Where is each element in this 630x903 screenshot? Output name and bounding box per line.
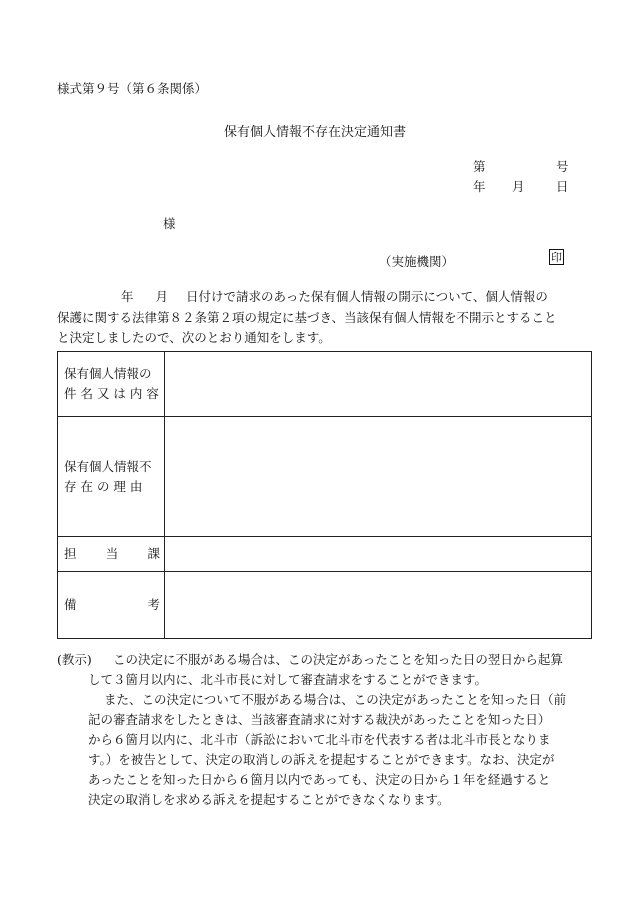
addressee-honorific: 様 <box>163 216 176 231</box>
subject-label-line-2: 件 名 又 は 内 容 <box>64 386 159 401</box>
remarks-label-cell <box>58 572 165 639</box>
instruction-line-7: あったことを知った日から６箇月以内であっても、決定の日から１年を経過すると <box>88 772 551 787</box>
body-line-3: と決定しましたので、次のとおり通知をします。 <box>57 330 331 345</box>
instruction-line-5: から６箇月以内に、北斗市（訴訟において北斗市を代表する者は北斗市長となりま <box>88 732 551 747</box>
remarks-value-cell <box>164 572 591 639</box>
body-paragraph <box>57 287 591 349</box>
remarks-label-char-1: 備 <box>64 597 77 612</box>
document-number-suffix: 号 <box>556 159 569 174</box>
document-title: 保有個人情報不存在決定通知書 <box>223 125 406 140</box>
body-line-1 <box>57 287 591 308</box>
instruction-line-8: 決定の取消しを求める訴えを提起することができなくなります。 <box>88 792 450 807</box>
department-value-cell <box>164 537 591 572</box>
subject-label-line-1: 保有個人情報の <box>64 366 152 381</box>
instruction-label: (教示) <box>57 652 92 667</box>
issuing-agency-label: （実施機関） <box>379 254 455 269</box>
department-label-char-2: 当 <box>105 546 119 561</box>
department-label-char-3: 課 <box>147 546 160 561</box>
body-month-label: 月 <box>155 289 169 304</box>
instruction-line-4: 記の審査請求をしたときは、当該審査請求に対する裁決があったことを知った日） <box>88 712 551 727</box>
remarks-label-char-2: 考 <box>147 597 160 612</box>
body-line-2: 保護に関する法律第８２条第２項の規定に基づき、当該保有個人情報を不開示とすること <box>57 309 557 325</box>
instruction-line-3: また、この決定について不服がある場合は、この決定があったことを知った日（前 <box>104 692 567 707</box>
table-row <box>58 352 592 417</box>
reason-value-cell <box>164 417 591 537</box>
department-label-cell <box>58 537 165 572</box>
table-row <box>58 537 592 572</box>
reason-label-cell <box>58 417 165 537</box>
date-day-label: 日 <box>556 179 569 194</box>
reason-label-line-1: 保有個人情報不 <box>64 458 152 474</box>
form-number-label: 様式第９号（第６条関係） <box>57 81 208 96</box>
seal-mark: 印 <box>551 251 562 264</box>
subject-label-cell <box>58 352 165 417</box>
instruction-line-2: して３箇月以内に、北斗市長に対して審査請求をすることができます。 <box>88 672 488 687</box>
instruction-line-6: す。）を被告として、決定の取消しの訴えを提起することができます。なお、決定が <box>88 752 555 767</box>
subject-value-cell <box>164 352 591 417</box>
body-line-1-text: 日付けで請求のあった保有個人情報の開示について、個人情報の <box>186 289 548 304</box>
date-year-label: 年 <box>473 179 486 194</box>
instruction-text <box>72 650 566 810</box>
decision-details-table <box>57 351 592 639</box>
table-row <box>58 572 592 639</box>
table-row <box>58 417 592 537</box>
instruction-line-1: この決定に不服がある場合は、この決定があったことを知った日の翌日から起算 <box>113 652 563 667</box>
date-month-label: 月 <box>512 179 525 194</box>
body-year-label: 年 <box>121 289 134 304</box>
department-label-char-1: 担 <box>64 546 77 561</box>
reason-label-line-2: 存 在 の 理 由 <box>64 478 143 494</box>
document-number-prefix: 第 <box>473 159 486 174</box>
